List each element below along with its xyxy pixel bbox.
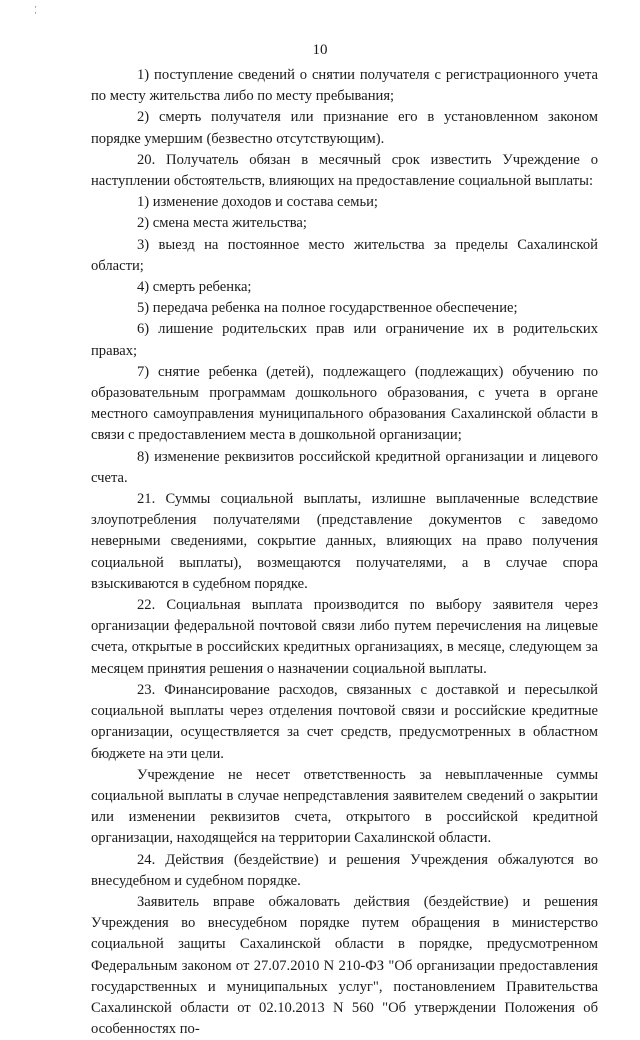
paragraph: 22. Социальная выплата производится по выбору заявителя через организации федеральной почтовой связи либо путем перечисления на лицевые счета, открытые в российских кредитных организациях, в месяце, следующем за месяцем принятия решения о назначении социальной выплаты. [91,597,598,677]
document-body [91,65,598,1040]
paragraph: Заявитель вправе обжаловать действия (бездействие) и решения Учреждения во внесудебном порядке путем обращения в министерство социальной защиты Сахалинской области в порядке, предусмотренном Федеральным законом от 27.07.2010 N 210-ФЗ "Об организации предоставления государственных и муниципальных услуг", постановлением Правительства Сахалинской области от 02.10.2013 N 560 "Об утверждении Положения об особенностях по- [91,893,598,1038]
paragraph: 24. Действия (бездействие) и решения Учреждения обжалуются во внесудебном и судебном порядке. [91,851,598,889]
paragraph: 4) смерть ребенка; [137,279,252,296]
paragraph: 7) снятие ребенка (детей), подлежащего (подлежащих) обучению по образовательным программам дошкольного образования, с учета в органе местного самоуправления муниципального образования Сахалинской области в связи с предоставлением места в дошкольной организации; [91,363,598,444]
paragraph: 8) изменение реквизитов российской кредитной организации и лицевого счета. [91,448,598,486]
paragraph: Учреждение не несет ответственность за невыплаченные суммы социальной выплаты в случае непредставления заявителем сведений о закрытии или изменении реквизитов счета, открытого в российской кредитной организации, находящейся на территории Сахалинской области. [91,766,598,847]
paragraph: 3) выезд на постоянное место жительства за пределы Сахалинской области; [91,236,598,274]
paragraph: 1) изменение доходов и состава семьи; [137,194,378,211]
paragraph: 5) передача ребенка на полное государственное обеспечение; [137,300,518,317]
page-number: 10 [312,42,328,58]
paragraph: 20. Получатель обязан в месячный срок известить Учреждение о наступлении обстоятельств, влияющих на предоставление социальной выплаты: [91,151,598,190]
scan-artifact: · · [34,2,37,18]
paragraph: 2) смерть получателя или признание его в установленном законом порядке умершим (безвестно отсутствующим). [91,109,598,147]
paragraph: 6) лишение родительских прав или ограничение их в родительских правах; [91,321,598,359]
paragraph: 23. Финансирование расходов, связанных с доставкой и пересылкой социальной выплаты через отделения почтовой связи и российские кредитные организации, осуществляется за счет средств, предусмотренных в областном бюджете на эти цели. [91,681,598,762]
paragraph: 1) поступление сведений о снятии получателя с регистрационного учета по месту жительства либо по месту пребывания; [91,67,598,105]
paragraph: 2) смена места жительства; [137,215,307,232]
paragraph: 21. Суммы социальной выплаты, излишне выплаченные вследствие злоупотребления получателями (представление документов с заведомо неверными сведениями, сокрытие данных, влияющих на право получения социальной выплаты), возмещаются получателями, а в случае спора взыскиваются в судебном порядке. [91,491,598,592]
